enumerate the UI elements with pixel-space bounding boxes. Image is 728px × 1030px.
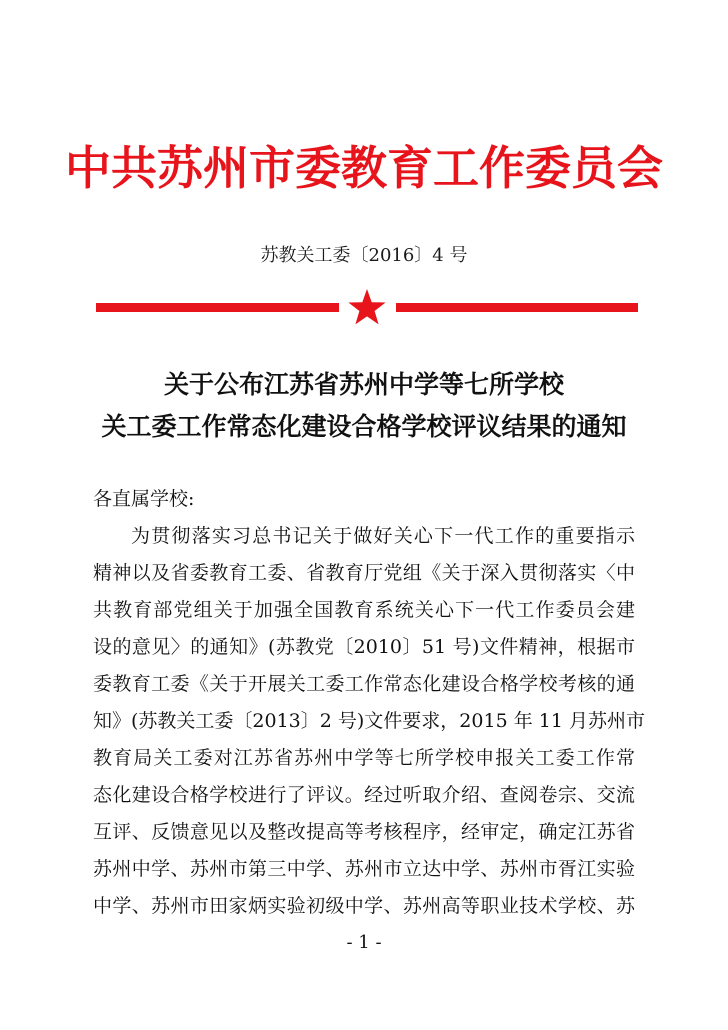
red-divider [96, 288, 638, 328]
divider-bar-left [96, 303, 339, 312]
body-line: 中学、苏州市田家炳实验初级中学、苏州高等职业技术学校、苏 [93, 895, 635, 917]
body-line: 知》(苏教关工委〔2013〕2 号)文件要求，2015 年 11 月苏州市 [93, 710, 645, 732]
body-line: 委教育工委《关于开展关工委工作常态化建设合格学校考核的通 [93, 673, 635, 695]
body-line: 互评、反馈意见以及整改提高等考核程序，经审定，确定江苏省 [93, 821, 635, 843]
org-header: 中共苏州市委教育工作委员会 [65, 141, 663, 195]
body-line: 教育局关工委对江苏省苏州中学等七所学校申报关工委工作常 [93, 747, 635, 769]
document-number: 苏教关工委〔2016〕4 号 [260, 245, 468, 266]
body-line: 苏州中学、苏州市第三中学、苏州市立达中学、苏州市胥江实验 [93, 858, 635, 880]
body-line: 共教育部党组关于加强全国教育系统关心下一代工作委员会建 [93, 599, 635, 621]
document-title-line-2: 关工委工作常态化建设合格学校评议结果的通知 [101, 412, 627, 441]
divider-bar-right [396, 303, 638, 312]
body-line: 设的意见〉的通知》(苏教党〔2010〕51 号)文件精神，根据市 [93, 636, 635, 658]
salutation: 各直属学校: [93, 488, 195, 510]
document-title-line-1: 关于公布江苏省苏州中学等七所学校 [163, 370, 564, 399]
page-number: - 1 - [346, 932, 382, 953]
body-line: 精神以及省委教育工委、省教育厅党组《关于深入贯彻落实〈中 [93, 562, 635, 584]
body-line: 为贯彻落实习总书记关于做好关心下一代工作的重要指示 [131, 525, 635, 547]
star-icon [347, 288, 387, 328]
body-line: 态化建设合格学校进行了评议。经过听取介绍、查阅卷宗、交流 [93, 784, 635, 806]
